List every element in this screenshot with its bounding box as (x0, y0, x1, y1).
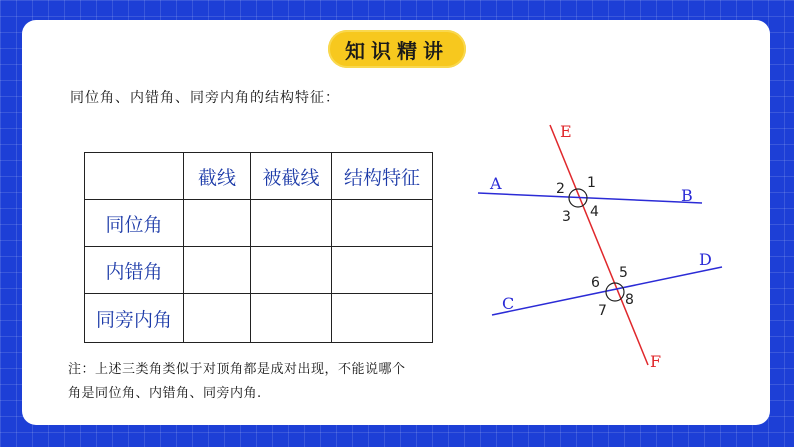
label-d: D (699, 250, 712, 269)
angle-label-4: 4 (590, 204, 599, 220)
table-cell (332, 247, 433, 294)
label-c: C (502, 294, 515, 313)
angle-label-1: 1 (587, 175, 596, 191)
table-cell (184, 247, 251, 294)
table-header-row (85, 153, 433, 200)
angle-label-6: 6 (591, 275, 600, 291)
note-line-2: 角是同位角、内错角、同旁内角. (68, 386, 262, 401)
section-title-pill (328, 30, 466, 68)
table-corner-cell (85, 153, 184, 200)
table-header-cell: 被截线 (251, 153, 332, 200)
table-row-label: 同位角 (85, 200, 184, 247)
label-f: F (650, 352, 662, 371)
table-row (85, 247, 433, 294)
table-row (85, 200, 433, 247)
note-line-1: 注：上述三类角类似于对顶角都是成对出现，不能说哪个 (68, 362, 406, 377)
angle-label-5: 5 (619, 265, 628, 281)
table-row-label: 内错角 (85, 247, 184, 294)
table-cell (332, 200, 433, 247)
angle-label-8: 8 (625, 292, 634, 308)
table-cell (251, 294, 332, 343)
table-cell (251, 200, 332, 247)
angle-label-3: 3 (562, 209, 571, 225)
line-ab (478, 193, 702, 203)
section-title: 知识精讲 (345, 38, 449, 63)
label-b: B (681, 186, 693, 205)
transversal-line-ef (550, 125, 648, 365)
angle-label-2: 2 (556, 181, 565, 197)
line-cd (492, 267, 722, 315)
table-header-cell: 结构特征 (332, 153, 433, 200)
table-row-label: 同旁内角 (85, 294, 184, 343)
structure-table (84, 152, 433, 343)
label-a: A (490, 174, 502, 193)
table-cell (251, 247, 332, 294)
angle-diagram (470, 115, 740, 380)
table-row (85, 294, 433, 343)
table-cell (332, 294, 433, 343)
angle-label-7: 7 (598, 303, 607, 319)
table-cell (184, 200, 251, 247)
label-e: E (560, 122, 572, 141)
table-cell (184, 294, 251, 343)
table-header-cell: 截线 (184, 153, 251, 200)
intro-text: 同位角、内错角、同旁内角的结构特征： (70, 90, 340, 106)
